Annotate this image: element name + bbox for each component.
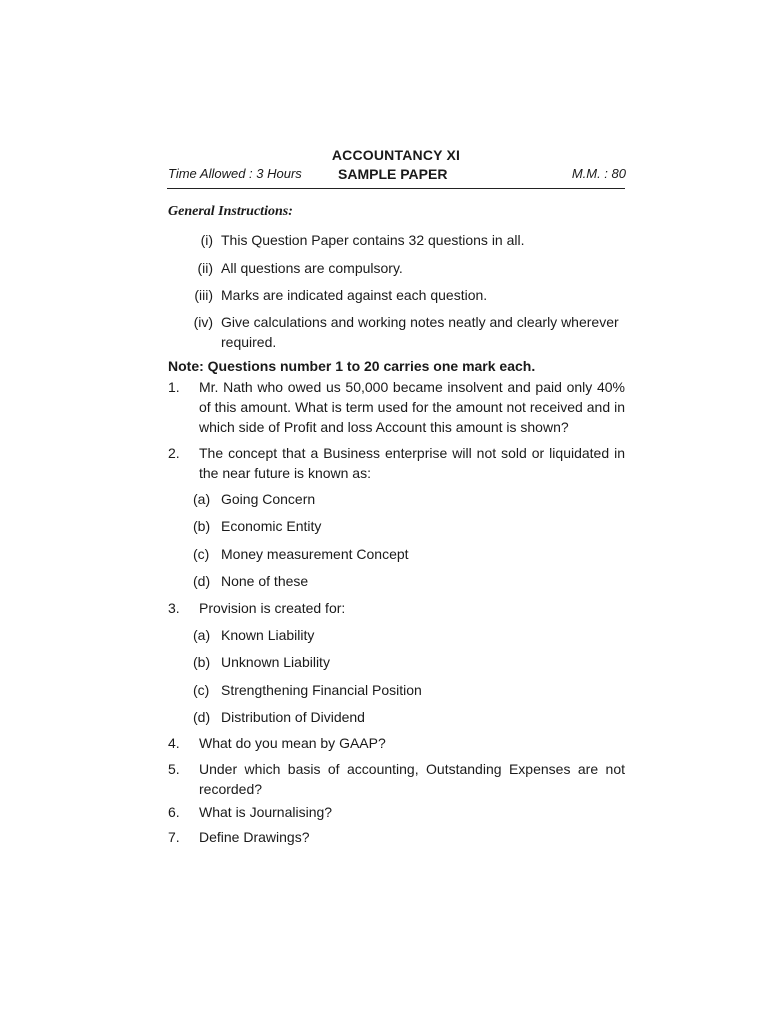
option-label: (b) (193, 518, 211, 534)
header-row (168, 166, 626, 186)
paper-title: ACCOUNTANCY XI (331, 147, 461, 163)
option-text: Unknown Liability (221, 654, 330, 670)
question-number: 2. (168, 445, 180, 461)
paper-subtitle: SAMPLE PAPER (338, 166, 448, 182)
option-label: (a) (193, 627, 211, 643)
question-number: 3. (168, 600, 180, 616)
instruction-text: Marks are indicated against each question. (221, 287, 488, 303)
instruction-number: (ii) (197, 260, 213, 276)
question-text: The concept that a Business enterprise will not sold or liquidated in the near future is known as: (199, 445, 625, 481)
option-text: Money measurement Concept (221, 546, 409, 562)
option-text: Economic Entity (221, 518, 322, 534)
question-number: 7. (168, 829, 180, 845)
option-label: (c) (193, 682, 210, 698)
max-marks: M.M. : 80 (571, 166, 626, 181)
option-label: (c) (193, 546, 210, 562)
question-text: Provision is created for: (199, 600, 346, 616)
marks-note: Note: Questions number 1 to 20 carries one mark each. (168, 358, 536, 374)
question-text: What do you mean by GAAP? (199, 735, 386, 751)
question-text: Define Drawings? (199, 829, 310, 845)
instruction-text: Give calculations and working notes neatly and clearly wherever required. (221, 314, 619, 350)
general-instructions-heading: General Instructions: (168, 204, 293, 219)
time-allowed: Time Allowed : 3 Hours (168, 166, 302, 181)
question-number: 4. (168, 735, 180, 751)
instruction-number: (iv) (193, 314, 213, 330)
question-number: 1. (168, 379, 180, 395)
instruction-text: All questions are compulsory. (221, 260, 403, 276)
question-number: 6. (168, 804, 180, 820)
option-text: Distribution of Dividend (221, 709, 365, 725)
option-label: (a) (193, 491, 211, 507)
option-label: (d) (193, 709, 211, 725)
option-text: Going Concern (221, 491, 316, 507)
question-text: What is Journalising? (199, 804, 333, 820)
option-text: Known Liability (221, 627, 315, 643)
option-label: (b) (193, 654, 211, 670)
question-text: Mr. Nath who owed us 50,000 became insolvent and paid only 40% of this amount. What is term used for the amount not received and in which side of Profit and loss Account this amount is shown? (199, 379, 625, 435)
option-text: None of these (221, 573, 309, 589)
question-number: 5. (168, 761, 180, 777)
option-label: (d) (193, 573, 211, 589)
option-text: Strengthening Financial Position (221, 682, 422, 698)
header-divider (167, 188, 625, 189)
instruction-text: This Question Paper contains 32 questions in all. (221, 232, 525, 248)
instruction-number: (iii) (194, 287, 213, 303)
question-text: Under which basis of accounting, Outstanding Expenses are not recorded? (199, 761, 625, 797)
instruction-number: (i) (200, 232, 213, 248)
